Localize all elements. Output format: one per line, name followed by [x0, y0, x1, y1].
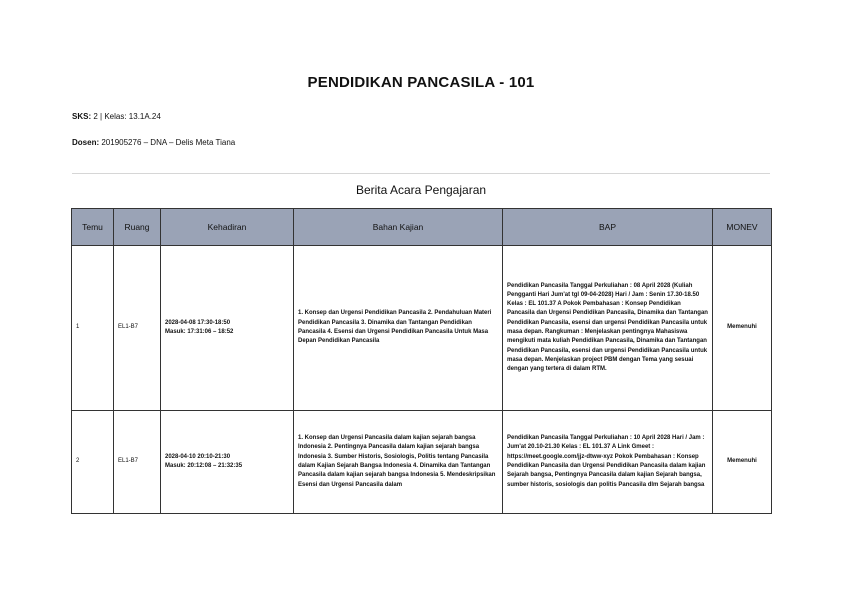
header-bahan-kajian: Bahan Kajian	[294, 209, 503, 246]
cell-ruang: EL1-B7	[114, 411, 161, 514]
kehadiran-masuk: Masuk: 20:12:08 – 21:32:35	[165, 463, 243, 469]
bap-table	[71, 208, 772, 514]
cell-monev: Memenuhi	[713, 246, 772, 411]
header-monev: MONEV	[713, 209, 772, 246]
cell-bahan-kajian: 1. Konsep dan Urgensi Pendidikan Pancasila 2. Pendahuluan Materi Pendidikan Pancasila 3. Dinamika dan Tantangan Pendidikan Pancasila 4. Esensi dan Urgensi Pendidikan Pancasila Untuk Masa Depan Pendidikan Pancasila	[294, 246, 503, 411]
cell-monev: Memenuhi	[713, 411, 772, 514]
header-temu: Temu	[72, 209, 114, 246]
section-title: Berita Acara Pengajaran	[355, 183, 487, 197]
sks-value: 2 | Kelas: 13.1A.24	[93, 112, 161, 121]
kehadiran-masuk: Masuk: 17:31:06 – 18:52	[165, 329, 234, 335]
cell-kehadiran	[161, 246, 294, 411]
dosen-value: 201905276 – DNA – Delis Meta Tiana	[101, 138, 236, 147]
cell-bap: Pendidikan Pancasila Tanggal Perkuliahan : 10 April 2028 Hari / Jam : Jum'at 20.10-21.30 Kelas : EL 101.37 A Link Gmeet : https://meet.google.com/jjz-dtww-xyz Pokok Pembahasan : Konsep Pendidikan Pancasila dan Urgensi Pendidikan Pancasila dalam kajian Sejarah bangsa, Pentingnya Pancasila dalam kajian Sejarah bangsa, sumber historis, sosiologis dan politis Pancasila dlm Sejarah bangsa	[503, 411, 713, 514]
table-row	[72, 411, 772, 514]
table-header-row	[72, 209, 772, 246]
sks-kelas-line	[72, 112, 161, 121]
header-bap: BAP	[503, 209, 713, 246]
divider	[72, 173, 770, 174]
cell-bahan-kajian: 1. Konsep dan Urgensi Pancasila dalam kajian sejarah bangsa Indonesia 2. Pentingnya Pancasila dalam kajian sejarah bangsa Indonesia 3. Sumber Historis, Sosiologis, Politis tentang Pancasila dalam Kajian Sejarah Bangsa Indonesia 4. Dinamika dan Tantangan Pancasila dalam kajian sejarah bangsa Indonesia 5. Mendeskripsikan Esensi dan Urgensi Pancasila dalam	[294, 411, 503, 514]
dosen-label: Dosen:	[72, 138, 100, 147]
cell-temu: 1	[72, 246, 114, 411]
header-ruang: Ruang	[114, 209, 161, 246]
header-kehadiran: Kehadiran	[161, 209, 294, 246]
sks-label: SKS:	[72, 112, 92, 121]
page-title: PENDIDIKAN PANCASILA - 101	[307, 74, 535, 91]
dosen-line	[72, 138, 235, 147]
cell-temu: 2	[72, 411, 114, 514]
cell-bap: Pendidikan Pancasila Tanggal Perkuliahan : 08 April 2028 (Kuliah Pengganti Hari Jum'at tgl 09-04-2028) Hari / Jam : Senin 17.30-18.50 Kelas : EL 101.37 A Pokok Pembahasan : Konsep Pendidikan Pancasila dan Urgensi Pendidikan Pancasila, Dinamika dan Tantangan Pendidikan Pancasila, esensi dan urgensi Pendidikan Pancasila untuk masa depan. Rangkuman : Menjelaskan pentingnya Mahasiswa mengikuti mata kuliah Pendidikan Pancasila, Dinamika dan Tantangan Pendidikan Pancasila, esensi dan urgensi Pendidikan Pancasila untuk masa depan. Menjelaskan project PBM dengan Tema yang sesuai dengan yang tertera di dalam RTM.	[503, 246, 713, 411]
table-row	[72, 246, 772, 411]
kehadiran-jadwal: 2028-04-08 17:30-18:50	[165, 319, 231, 326]
cell-ruang: EL1-B7	[114, 246, 161, 411]
cell-kehadiran	[161, 411, 294, 514]
kehadiran-jadwal: 2028-04-10 20:10-21:30	[165, 453, 231, 460]
